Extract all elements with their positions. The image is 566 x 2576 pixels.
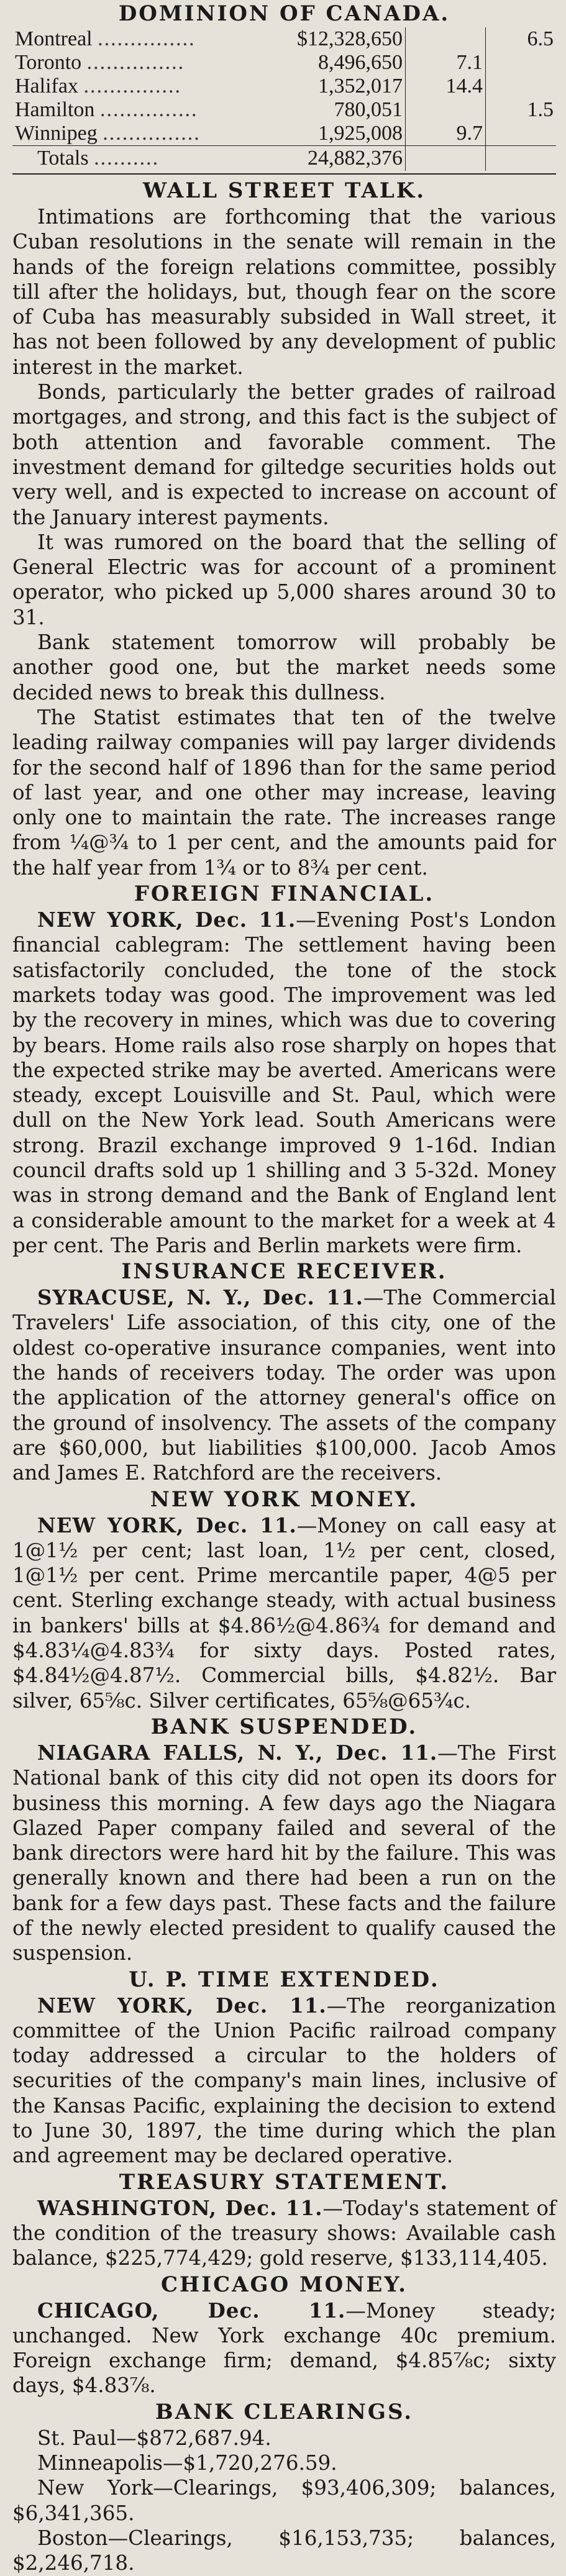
dominion-heading: DOMINION OF CANADA. — [118, 1, 450, 26]
article-text: —The First National bank of this city did not open its doors for business this morning. A few days ago the Niagara Glazed Paper company failed and several of the bank directors were hard hit by the failure. This was generally known and there had been a run on the bank for a few days past. These facts and the failure of the newly elected president to qualify caused the suspension. — [12, 1741, 556, 1965]
section-heading: U. P. TIME EXTENDED. — [129, 1967, 440, 1992]
table-row — [12, 98, 556, 122]
section-heading: CHICAGO MONEY. — [161, 2272, 408, 2297]
table-row — [12, 122, 556, 146]
treasury-section — [12, 2196, 556, 2271]
clearing-line: Minneapolis—$1,720,276.59. — [37, 2451, 337, 2475]
paragraph: Intimations are forthcoming that the various Cuban resolutions in the senate will remain in the hands of the foreign relations committee, possibly till after the holidays, but, though fear on the score of Cuba has measurably subsided in Wall street, it has not been followed by any development of public interest in the market. — [12, 205, 556, 379]
amount-cell: $12,328,650 — [239, 27, 406, 51]
leader-dots: ............... — [86, 51, 185, 74]
amount-cell: 780,051 — [239, 98, 406, 122]
ny-money-section — [12, 1513, 556, 1713]
divider — [12, 173, 556, 175]
insurance-receiver-section — [12, 1285, 556, 1485]
decrease-cell — [486, 51, 557, 75]
leader-dots: .......... — [94, 147, 160, 170]
paragraph: Bank statement tomorrow will probably be another good one, but the market needs some decided news to break this dullness. — [12, 630, 556, 704]
dateline: NEW YORK, Dec. 11. — [37, 908, 296, 932]
city-name: Winnipeg — [15, 122, 98, 145]
clearing-line: St. Paul—$872,687.94. — [37, 2426, 272, 2450]
article-text: —Today's statement of the condition of the treasury shows: Available cash balance, $225,774,429; gold reserve, $133,114,405. — [12, 2196, 556, 2270]
section-heading: TREASURY STATEMENT. — [119, 2169, 450, 2195]
table-row — [12, 51, 556, 75]
totals-amount: 24,882,376 — [239, 146, 406, 171]
article-text: —Money on call easy at 1@1½ per cent; last loan, 1½ per cent, closed, 1@1½ per cent. Prime mercantile paper, 4@5 per cent. Sterling exchange steady, with actual business in bankers' bills at $4.86½@4.86¾ for demand and $4.83¼@4.83¾ for sixty days. Posted rates, $4.84½@4.87½. Commercial bills, $4.82½. Bar silver, 65⅝c. Silver certificates, 65⅝@65¾c. — [12, 1513, 556, 1713]
dateline: NIAGARA FALLS, N. Y., Dec. 11. — [37, 1740, 438, 1765]
chicago-money-section — [12, 2298, 556, 2398]
dateline: SYRACUSE, N. Y., Dec. 11. — [37, 1285, 363, 1310]
bank-clearings-section — [12, 2426, 556, 2576]
leader-dots: ............... — [99, 98, 198, 121]
table-row — [12, 27, 556, 51]
clearing-line: Boston—Clearings, $16,153,735; balances, $2,246,718. — [12, 2526, 556, 2575]
article-text: —The Commercial Travelers' Life association, of this city, one of the oldest co-operative insurance companies, went into the hands of receivers today. The order was upon the application of the attorney general's office on the ground of insolvency. The assets of the company are $60,000, but liabilities $100,000. Jacob Amos and James E. Ratchford are the receivers. — [12, 1286, 556, 1485]
increase-cell: 14.4 — [406, 75, 486, 98]
section-heading: BANK SUSPENDED. — [150, 1714, 418, 1739]
paragraph: The Statist estimates that ten of the twelve leading railway companies will pay larger dividends for the second half of 1896 than for the same period of last year, and one other may increase, leaving only one to maintain the rate. The increases range from ¼@¾ to 1 per cent, and the amounts paid for the half year from 1¾ or to 8¾ per cent. — [12, 705, 556, 880]
article-text: —Money steady; unchanged. New York exchange 40c premium. Foreign exchange firm; demand, $4.85⅞c; sixty days, $4.83⅞. — [12, 2298, 556, 2398]
city-name: Hamilton — [15, 98, 95, 121]
totals-label: Totals — [37, 147, 89, 170]
section-heading: NEW YORK MONEY. — [150, 1486, 419, 1512]
clearings-table — [12, 27, 556, 171]
increase-cell — [406, 27, 486, 51]
leader-dots: ............... — [98, 27, 196, 50]
section-heading: WALL STREET TALK. — [142, 178, 426, 203]
totals-row — [12, 146, 556, 171]
decrease-cell — [486, 122, 557, 146]
section-heading: FOREIGN FINANCIAL. — [134, 881, 435, 907]
dateline: NEW YORK, Dec. 11. — [37, 1993, 327, 2018]
decrease-cell — [486, 75, 557, 98]
section-heading: BANK CLEARINGS. — [155, 2399, 414, 2424]
paragraph: It was rumored on the board that the selling of General Electric was for account of a prominent operator, who picked up 5,000 shares around 30 to 31. — [12, 530, 556, 629]
decrease-cell: 1.5 — [527, 98, 554, 121]
amount-cell: 1,352,017 — [239, 75, 406, 98]
city-name: Toronto — [15, 51, 82, 74]
increase-cell — [406, 98, 486, 122]
dateline: NEW YORK, Dec. 11. — [37, 1513, 297, 1537]
increase-cell: 7.1 — [406, 51, 486, 75]
foreign-financial-section — [12, 908, 556, 1258]
section-heading: INSURANCE RECEIVER. — [121, 1259, 447, 1285]
amount-cell: 1,925,008 — [239, 122, 406, 146]
city-name: Halifax — [15, 75, 78, 98]
up-time-section — [12, 1993, 556, 2169]
dateline: WASHINGTON, Dec. 11. — [37, 2195, 323, 2220]
increase-cell: 9.7 — [406, 122, 486, 146]
table-row — [12, 75, 556, 98]
paragraph: Bonds, particularly the better grades of railroad mortgages, and strong, and this fact is the subject of both attention and favorable comment. The investment demand for giltedge securities holds out very well, and is expected to increase on account of the January interest payments. — [12, 380, 556, 529]
leader-dots: ............... — [83, 75, 181, 98]
clearing-line: New York—Clearings, $93,406,309; balances, $6,341,365. — [12, 2476, 556, 2525]
amount-cell: 8,496,650 — [239, 51, 406, 75]
wall-street-section — [12, 204, 556, 880]
leader-dots: ............... — [103, 122, 201, 145]
article-text: —Evening Post's London financial cablegram: The settlement having been satisfactorily concluded, the tone of the stock markets today was good. The improvement was led by the recovery in mines, which was due to covering by bears. Home rails also rose sharply on hopes that the expected strike may be averted. Americans were steady, except Louisville and St. Paul, which were dull on the New York lead. South Americans were strong. Brazil exchange improved 9 1-16d. Indian council drafts sold up 1 shilling and 3 5-32d. Money was in strong demand and the Bank of England lent a considerable amount to the market for a week at 4 per cent. The Paris and Berlin markets were firm. — [12, 908, 556, 1257]
decrease-cell: 6.5 — [527, 27, 554, 50]
article-text: —The reorganization committee of the Union Pacific railroad company today addressed a circular to the holders of securities of the company's main lines, inclusive of the Kansas Pacific, explaining the decision to extend to June 30, 1897, the time during which the plan and agreement may be declared operative. — [12, 1993, 556, 2168]
bank-suspended-section — [12, 1741, 556, 1966]
dateline: CHICAGO, Dec. 11. — [37, 2298, 346, 2323]
city-name: Montreal — [15, 27, 93, 50]
